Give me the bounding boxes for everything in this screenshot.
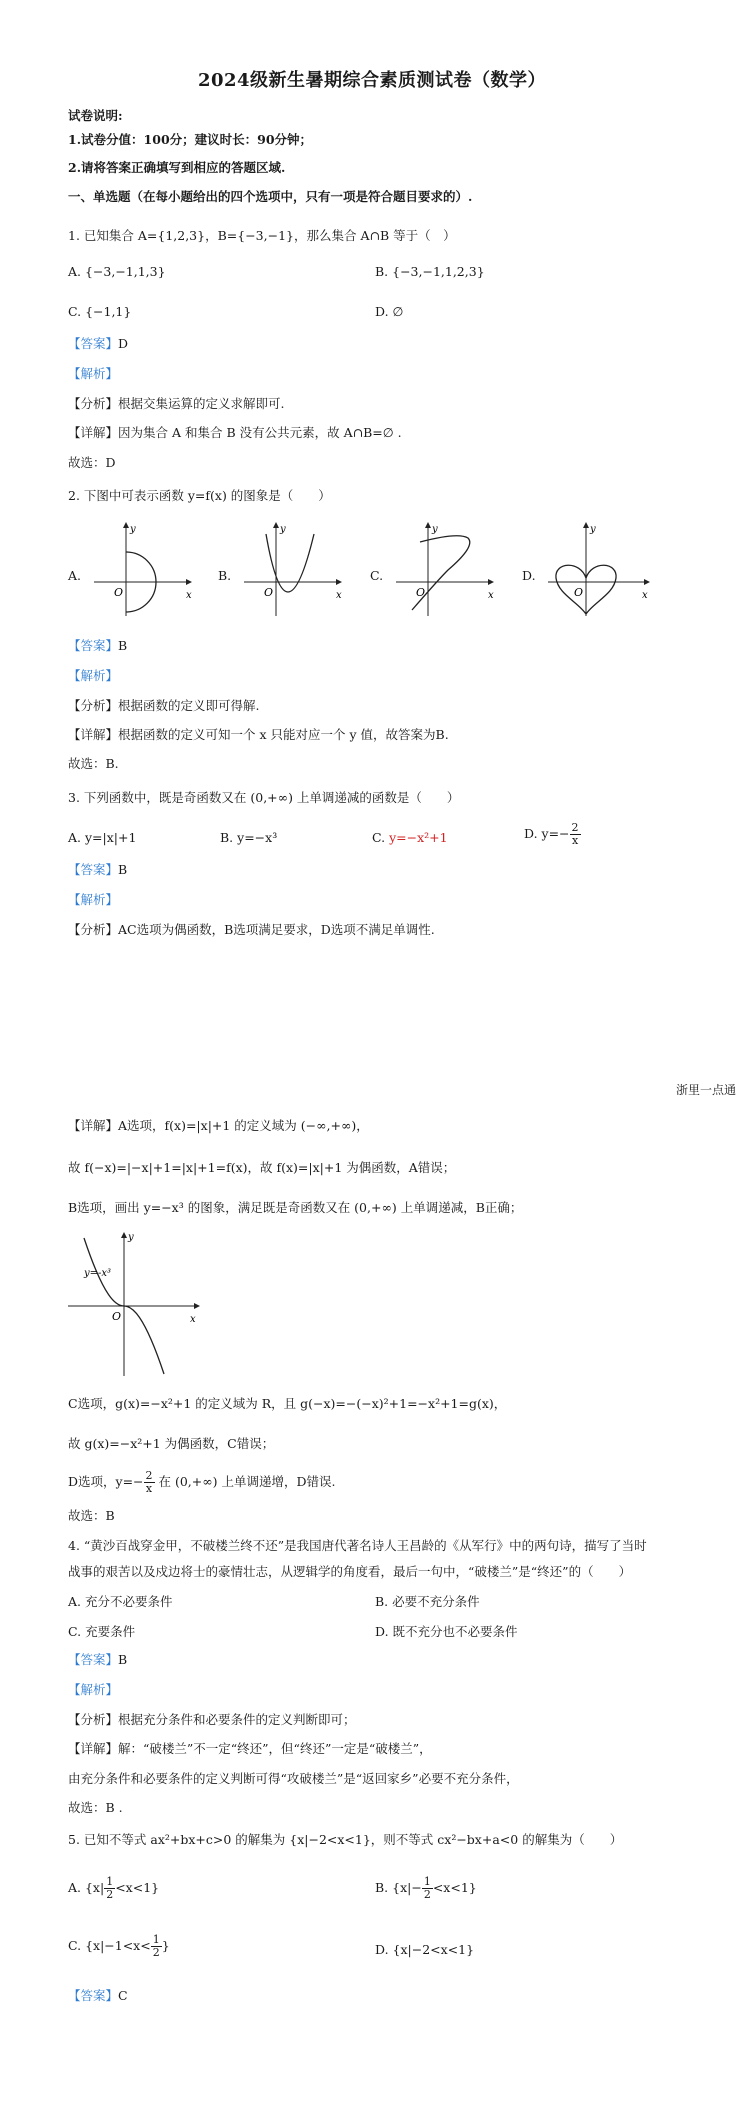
q3-option-d-label: D. y=− [524, 826, 570, 841]
q2-graph-a [86, 520, 196, 620]
q2-label-b: B. [218, 568, 232, 583]
q2-b-y: y [280, 524, 286, 535]
q1-option-d: D. ∅ [375, 304, 404, 319]
frac-num: 2 [145, 1469, 153, 1482]
q3-xj6-pre: D选项，y=− [68, 1474, 144, 1489]
intro-item-2: 2.请将答案正确填写到相应的答题区域. [68, 160, 286, 175]
q2-c-x: x [488, 590, 494, 601]
q5-c-post: } [161, 1938, 170, 1953]
q3-graph-x: x [190, 1314, 196, 1325]
q5-option-d: D. {x|−2<x<1} [375, 1942, 475, 1957]
q2-stem: 2. 下图中可表示函数 y=f(x) 的图象是（ ） [68, 488, 331, 503]
q4-option-a: A. 充分不必要条件 [68, 1594, 173, 1609]
q3-xiangjie-1: 【详解】A选项，f(x)=|x|+1 的定义域为 (−∞,+∞)， [68, 1118, 369, 1133]
q4-xiangjie-1: 【详解】解：“破楼兰”不一定“终还”，但“终还”一定是“破楼兰”， [68, 1741, 432, 1756]
q5-c-pre: C. {x|−1<x< [68, 1938, 151, 1953]
q4-option-d: D. 既不充分也不必要条件 [375, 1624, 518, 1639]
q5-option-c [68, 1934, 170, 1959]
frac-den: x [571, 834, 579, 847]
intro-item-1: 1.试卷分值：100分；建议时长：90分钟； [68, 132, 313, 147]
q2-c-origin: O [416, 586, 426, 599]
q5-answer-value: C [118, 1988, 128, 2003]
intro-heading: 试卷说明: [68, 108, 123, 123]
q4-stem-1: 4. “黄沙百战穿金甲，不破楼兰终不还”是我国唐代著名诗人王昌龄的《从军行》中的两句诗，描写了当时 [68, 1538, 647, 1553]
q3-option-c [372, 830, 448, 846]
q3-stem: 3. 下列函数中，既是奇函数又在 (0,+∞) 上单调递减的函数是（ ） [68, 790, 460, 805]
answer-tag: 【答案】 [68, 1652, 119, 1667]
q2-a-y: y [130, 524, 136, 535]
q5-a-pre: A. {x| [68, 1880, 105, 1895]
q3-option-d-frac [570, 822, 581, 847]
q4-option-b: B. 必要不充分条件 [375, 1594, 480, 1609]
q1-stem: 1. 已知集合 A={1,2,3}，B={−3,−1}，那么集合 A∩B 等于（ ） [68, 228, 456, 243]
q3-answer-value: B [118, 862, 128, 877]
q3-graph-label: y=-x³ [84, 1268, 112, 1279]
q3-option-c-label: C. [372, 830, 386, 845]
q3-option-a: A. y=|x|+1 [68, 830, 137, 845]
q1-conclusion: 故选：D [68, 455, 116, 470]
q4-answer-value: B [118, 1652, 128, 1667]
q3-graph-y: y [128, 1232, 134, 1243]
frac-den: x [145, 1482, 153, 1495]
q4-answer [68, 1652, 127, 1668]
q2-answer [68, 638, 127, 654]
q1-option-c: C. {−1,1} [68, 304, 132, 319]
q3-xiangjie-5: 故 g(x)=−x²+1 为偶函数，C错误； [68, 1436, 275, 1451]
frac-den: 2 [423, 1888, 431, 1901]
q3-graph-origin: O [112, 1310, 122, 1323]
q5-answer [68, 1988, 128, 2004]
frac-num: 1 [423, 1875, 431, 1888]
q1-answer-value: D [118, 336, 129, 351]
q3-xiangjie-4: C选项，g(x)=−x²+1 的定义域为 R，且 g(−x)=−(−x)²+1=−x²+1=g(x)， [68, 1396, 507, 1411]
frac-num: 2 [571, 821, 579, 834]
q3-cubic-graph [66, 1228, 206, 1380]
answer-tag: 【答案】 [68, 336, 119, 351]
q5-b-pre: B. {x|− [375, 1880, 422, 1895]
q3-option-b: B. y=−x³ [220, 830, 278, 845]
q3-xj6-frac [144, 1470, 155, 1495]
q1-fenxi: 【分析】根据交集运算的定义求解即可. [68, 396, 285, 411]
q3-fenxi: 【分析】AC选项为偶函数，B选项满足要求，D选项不满足单调性. [68, 922, 435, 937]
q3-conclusion: 故选：B [68, 1508, 115, 1523]
answer-tag: 【答案】 [68, 1988, 119, 2003]
q3-answer [68, 862, 127, 878]
q3-xiangjie-2: 故 f(−x)=|−x|+1=|x|+1=f(x)，故 f(x)=|x|+1 为偶函数，A错误； [68, 1160, 456, 1175]
frac-num: 1 [152, 1933, 160, 1946]
q4-stem-2: 战事的艰苦以及戍边将士的豪情壮志，从逻辑学的角度看，最后一句中，“破楼兰”是“终还”的（ ） [68, 1564, 632, 1579]
q3-analysis-tag: 【解析】 [68, 892, 119, 907]
q2-c-y: y [432, 524, 438, 535]
q2-a-x: x [186, 590, 192, 601]
q5-option-a [68, 1876, 159, 1901]
answer-tag: 【答案】 [68, 638, 119, 653]
q2-graph-d [540, 520, 650, 620]
q2-label-c: C. [370, 568, 384, 583]
q4-analysis-tag: 【解析】 [68, 1682, 119, 1697]
q3-xiangjie-3: B选项，画出 y=−x³ 的图象，满足既是奇函数又在 (0,+∞) 上单调递减，B正确； [68, 1200, 523, 1215]
q5-b-frac [422, 1876, 433, 1901]
q5-c-frac [151, 1934, 162, 1959]
q2-label-d: D. [522, 568, 536, 583]
q2-label-a: A. [68, 568, 82, 583]
q2-answer-value: B [118, 638, 128, 653]
section-heading: 一、单选题（在每小题给出的四个选项中，只有一项是符合题目要求的）. [68, 189, 473, 204]
page-footer: 浙里一点通 [675, 1083, 736, 1097]
q2-b-origin: O [264, 586, 274, 599]
q4-conclusion: 故选：B . [68, 1800, 123, 1815]
q1-xiangjie: 【详解】因为集合 A 和集合 B 没有公共元素，故 A∩B=∅ . [68, 425, 402, 440]
q2-d-x: x [642, 590, 648, 601]
q5-a-frac [104, 1876, 115, 1901]
frac-den: 2 [152, 1946, 160, 1959]
q5-option-b [375, 1876, 477, 1901]
frac-num: 1 [106, 1875, 114, 1888]
q5-b-post: <x<1} [432, 1880, 477, 1895]
page-title: 2024级新生暑期综合素质测试卷（数学） [197, 70, 547, 91]
q1-answer [68, 336, 128, 352]
q2-d-y: y [590, 524, 596, 535]
q2-b-x: x [336, 590, 342, 601]
q3-option-c-expr: y=−x²+1 [389, 830, 448, 845]
q2-graph-c [388, 520, 498, 620]
q2-analysis-tag: 【解析】 [68, 668, 119, 683]
q2-conclusion: 故选：B. [68, 756, 119, 771]
q5-a-post: <x<1} [115, 1880, 160, 1895]
q2-graph-b [236, 520, 346, 620]
q2-xiangjie: 【详解】根据函数的定义可知一个 x 只能对应一个 y 值，故答案为B. [68, 727, 449, 742]
q4-fenxi: 【分析】根据充分条件和必要条件的定义判断即可； [68, 1712, 356, 1727]
answer-tag: 【答案】 [68, 862, 119, 877]
q2-d-origin: O [574, 586, 584, 599]
q2-a-origin: O [114, 586, 124, 599]
q3-xiangjie-6 [68, 1470, 336, 1495]
frac-den: 2 [106, 1888, 114, 1901]
q1-option-b: B. {−3,−1,1,2,3} [375, 264, 485, 279]
q1-option-a: A. {−3,−1,1,3} [68, 264, 166, 279]
q3-option-d [524, 822, 581, 847]
q2-fenxi: 【分析】根据函数的定义即可得解. [68, 698, 260, 713]
q4-option-c: C. 充要条件 [68, 1624, 136, 1639]
q1-analysis-tag: 【解析】 [68, 366, 119, 381]
q3-xj6-post: 在 (0,+∞) 上单调递增，D错误. [154, 1474, 336, 1489]
q5-stem: 5. 已知不等式 ax²+bx+c>0 的解集为 {x|−2<x<1}，则不等式 cx²−bx+a<0 的解集为（ ） [68, 1832, 623, 1847]
q4-xiangjie-2: 由充分条件和必要条件的定义判断可得“攻破楼兰”是“返回家乡”必要不充分条件， [68, 1771, 519, 1786]
